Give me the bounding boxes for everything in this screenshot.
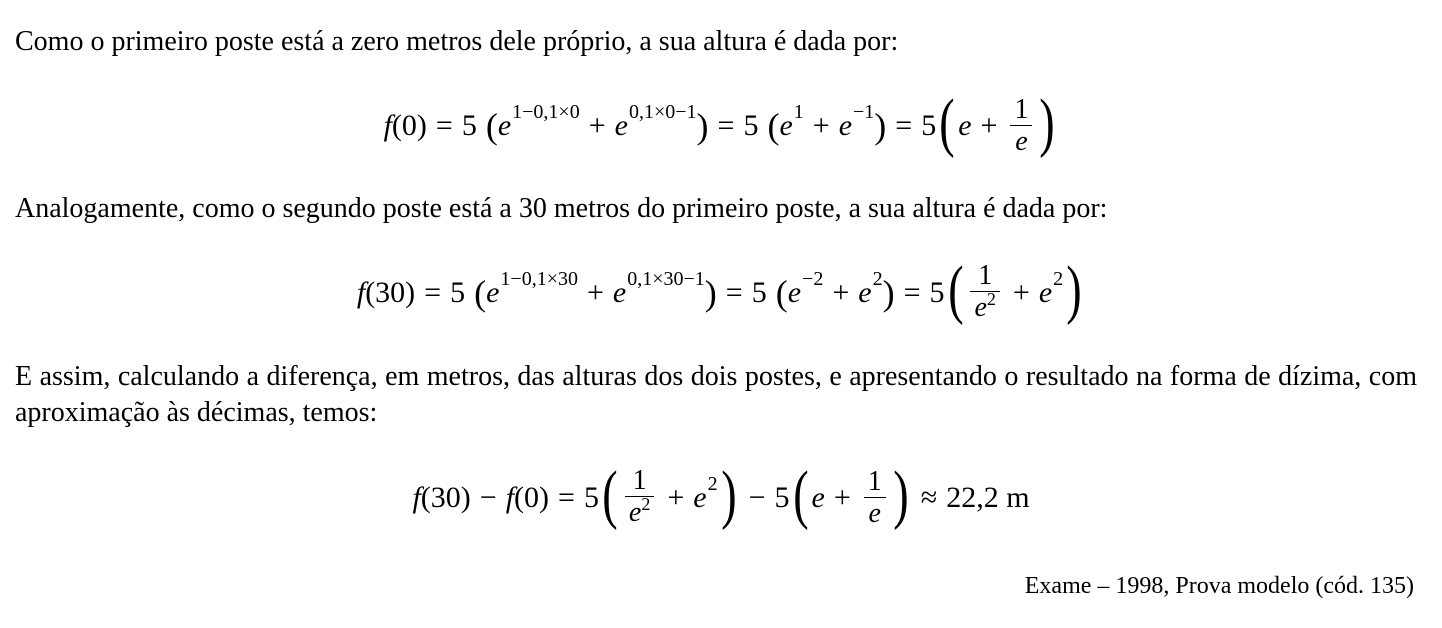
coefficient: 5	[743, 109, 759, 142]
plus-sign: +	[667, 481, 685, 514]
left-paren: (	[758, 106, 780, 146]
left-paren: (	[465, 273, 487, 313]
coefficient: 5	[461, 109, 477, 142]
exponent-two: 2	[1053, 267, 1064, 290]
fraction-numerator: 1	[632, 464, 647, 496]
exponent-1: 1−0,1×30	[500, 267, 578, 290]
equals-sign: =	[717, 109, 735, 142]
exp-base: e	[811, 481, 825, 514]
exponent-1: 1−0,1×0	[512, 100, 580, 123]
coefficient: 5	[450, 276, 466, 309]
plus-sign: +	[588, 109, 606, 142]
exp-base: e	[693, 481, 707, 514]
equals-sign: =	[903, 276, 921, 309]
left-paren: (	[766, 273, 788, 313]
exponent-2: 0,1×30−1	[627, 267, 705, 290]
plus-sign: +	[812, 109, 830, 142]
big-left-paren: (	[792, 458, 809, 531]
big-left-paren: (	[947, 253, 964, 326]
fraction-denominator: e	[1015, 125, 1028, 157]
function-symbol: f	[356, 276, 366, 309]
exp-base: e	[787, 276, 802, 309]
fraction-denominator	[970, 288, 999, 326]
equals-sign: =	[435, 109, 453, 142]
approx-sign: ≈	[920, 481, 938, 514]
result-value: 22,2 m	[946, 481, 1030, 514]
coefficient: 5	[774, 481, 790, 514]
left-paren: (	[476, 106, 498, 146]
plus-sign: +	[1012, 276, 1030, 309]
function-symbol: f	[383, 109, 392, 142]
right-paren: )	[704, 273, 717, 313]
function-argument: (0)	[514, 481, 550, 514]
exp-base: e	[497, 109, 512, 142]
right-paren: )	[696, 106, 709, 146]
minus-sign: −	[748, 481, 766, 514]
big-right-paren: )	[1039, 86, 1056, 159]
equation-f-of-0	[0, 88, 1442, 164]
function-symbol: f	[412, 481, 421, 514]
denominator-exponent: 2	[641, 493, 651, 514]
exp-base: e	[1038, 276, 1053, 309]
coefficient: 5	[751, 276, 767, 309]
plus-sign: +	[832, 276, 850, 309]
minus-sign: −	[479, 481, 497, 514]
fraction-one-over-e	[1010, 95, 1032, 158]
big-left-paren: (	[939, 86, 955, 159]
paragraph-second-pole: Analogamente, como o segundo poste está a 30 metros do primeiro poste, a sua altura é dada por:	[15, 193, 1108, 224]
simplified-exponent-1: −2	[802, 267, 824, 290]
equals-sign: =	[558, 481, 575, 514]
simplified-exponent-1: 1	[793, 100, 804, 123]
big-right-paren: )	[720, 458, 737, 531]
coefficient: 5	[921, 109, 937, 142]
exponent-2: 0,1×0−1	[628, 100, 697, 123]
denominator-base: e	[974, 291, 987, 323]
fraction-denominator: e	[868, 497, 881, 529]
equals-sign: =	[725, 276, 743, 309]
right-paren: )	[874, 106, 887, 146]
exp-base: e	[858, 276, 872, 309]
big-left-paren: (	[602, 458, 618, 531]
intro-paragraph-first-pole: Como o primeiro poste está a zero metros dele próprio, a sua altura é dada por:	[15, 26, 899, 57]
exp-base: e	[838, 109, 853, 142]
big-right-paren: )	[1066, 253, 1082, 326]
function-argument: (30)	[365, 276, 416, 309]
plus-sign: +	[833, 481, 851, 514]
function-argument: (0)	[391, 109, 427, 142]
fraction-one-over-e-squared	[970, 261, 999, 326]
function-argument: (30)	[420, 481, 471, 514]
exponent-two: 2	[707, 472, 718, 495]
fraction-numerator: 1	[1014, 93, 1029, 125]
source-citation: Exame – 1998, Prova modelo (cód. 135)	[1024, 573, 1414, 599]
equation-f-of-30	[0, 255, 1442, 331]
exp-base: e	[779, 109, 793, 142]
coefficient: 5	[929, 276, 945, 309]
denominator-exponent: 2	[986, 288, 996, 309]
function-symbol: f	[505, 481, 515, 514]
denominator-base: e	[628, 496, 642, 528]
simplified-exponent-2: −1	[853, 100, 875, 123]
equals-sign: =	[424, 276, 442, 309]
simplified-exponent-2: 2	[872, 267, 883, 290]
right-paren: )	[882, 273, 895, 313]
plus-sign: +	[980, 109, 998, 142]
exp-base: e	[958, 109, 972, 142]
fraction-one-over-e-squared	[625, 466, 654, 531]
fraction-numerator: 1	[867, 465, 882, 497]
equation-difference	[0, 458, 1442, 538]
fraction-numerator: 1	[978, 259, 993, 291]
plus-sign: +	[586, 276, 604, 309]
exp-base: e	[486, 276, 500, 309]
coefficient: 5	[583, 481, 599, 514]
equals-sign: =	[895, 109, 913, 142]
fraction-denominator	[625, 493, 654, 531]
exp-base: e	[612, 276, 627, 309]
big-right-paren: )	[893, 458, 909, 531]
paragraph-difference: E assim, calculando a diferença, em metros, das alturas dos dois postes, e apresentando o resultado na forma de dízima, com aproximação às décimas, temos:	[15, 361, 1417, 428]
exp-base: e	[614, 109, 628, 142]
fraction-one-over-e	[864, 467, 886, 530]
